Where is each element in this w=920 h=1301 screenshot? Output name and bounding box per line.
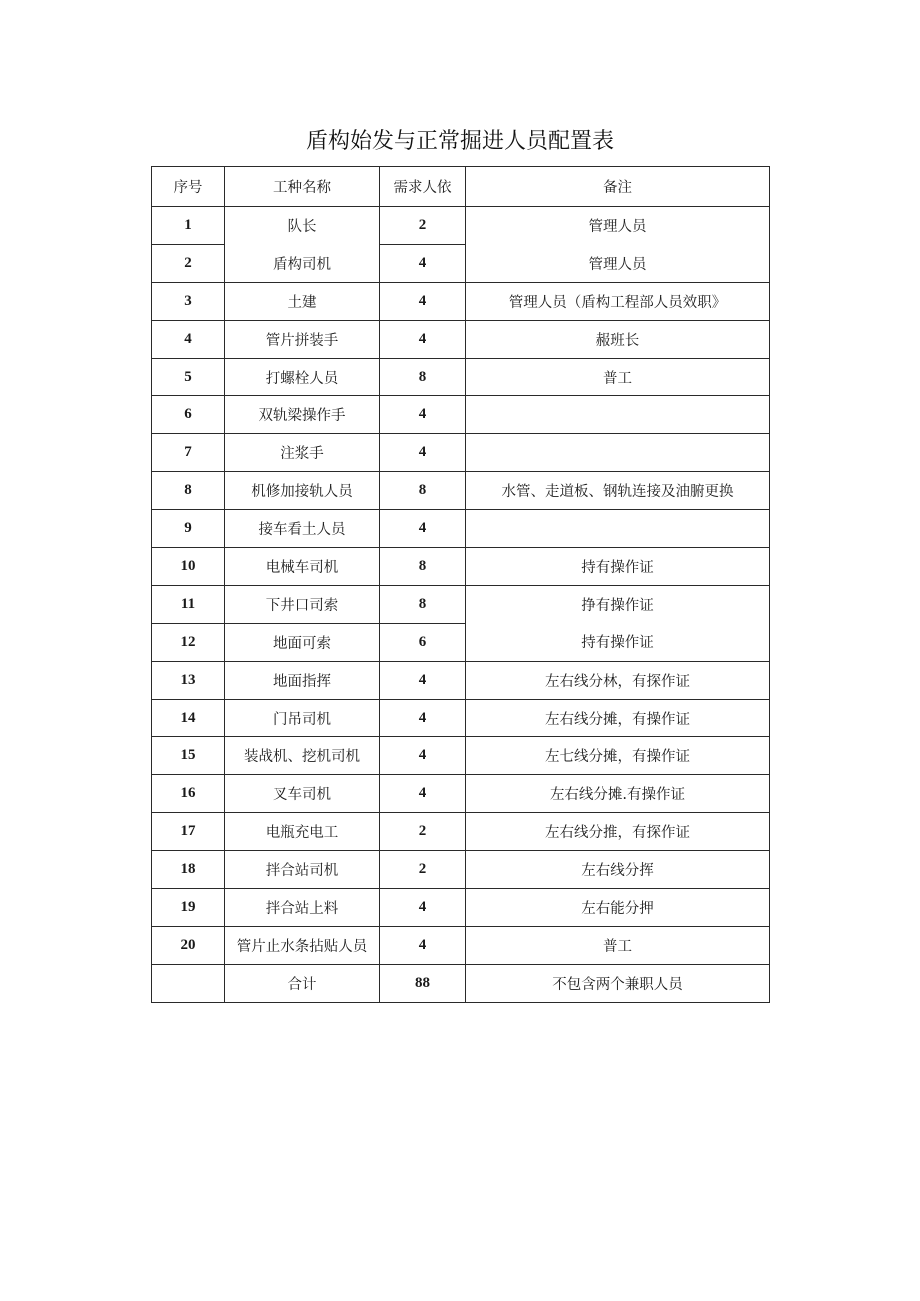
row-remark: 左右能分押 bbox=[466, 889, 770, 927]
row-count: 4 bbox=[380, 699, 466, 737]
row-count: 4 bbox=[380, 510, 466, 548]
row-count: 4 bbox=[380, 775, 466, 813]
total-remark: 不包含两个兼职人员 bbox=[466, 964, 770, 1002]
row-remark: 左右线分摊，有操作证 bbox=[466, 699, 770, 737]
row-remark: 普工 bbox=[466, 926, 770, 964]
row-remark: 左七线分摊，有操作证 bbox=[466, 737, 770, 775]
row-count: 4 bbox=[380, 244, 466, 282]
row-remark bbox=[466, 434, 770, 472]
row-job: 盾构司机 bbox=[225, 244, 380, 282]
row-count: 4 bbox=[380, 434, 466, 472]
row-seq: 8 bbox=[152, 472, 225, 510]
row-seq: 15 bbox=[152, 737, 225, 775]
table-row bbox=[152, 813, 770, 851]
row-seq: 18 bbox=[152, 851, 225, 889]
row-job: 地面可索 bbox=[225, 623, 380, 661]
header-job: 工种名称 bbox=[225, 167, 380, 207]
row-remark: 持有操作证 bbox=[466, 623, 770, 661]
row-job: 管片拼装手 bbox=[225, 320, 380, 358]
table-row bbox=[152, 775, 770, 813]
row-job: 接车看土人员 bbox=[225, 510, 380, 548]
table-row bbox=[152, 320, 770, 358]
row-job: 电械车司机 bbox=[225, 548, 380, 586]
row-seq: 4 bbox=[152, 320, 225, 358]
row-count: 4 bbox=[380, 889, 466, 927]
row-seq: 12 bbox=[152, 623, 225, 661]
row-remark bbox=[466, 396, 770, 434]
table-row bbox=[152, 510, 770, 548]
row-remark: 持有操作证 bbox=[466, 548, 770, 586]
row-count: 8 bbox=[380, 358, 466, 396]
row-seq: 2 bbox=[152, 244, 225, 282]
row-count: 4 bbox=[380, 661, 466, 699]
row-count: 8 bbox=[380, 585, 466, 623]
row-job: 下井口司索 bbox=[225, 585, 380, 623]
row-count: 4 bbox=[380, 396, 466, 434]
row-seq: 20 bbox=[152, 926, 225, 964]
row-job: 双轨梁操作手 bbox=[225, 396, 380, 434]
table-row bbox=[152, 889, 770, 927]
page-title: 盾构始发与正常掘进人员配置表 bbox=[305, 129, 614, 154]
row-seq: 6 bbox=[152, 396, 225, 434]
row-count: 8 bbox=[380, 472, 466, 510]
table-row bbox=[152, 585, 770, 623]
row-job: 队长 bbox=[225, 207, 380, 245]
row-seq: 1 bbox=[152, 207, 225, 245]
row-remark: 赧班长 bbox=[466, 320, 770, 358]
row-job: 叉车司机 bbox=[225, 775, 380, 813]
row-count: 2 bbox=[380, 851, 466, 889]
row-job: 机修加接轨人员 bbox=[225, 472, 380, 510]
row-job: 装战机、挖机司机 bbox=[225, 737, 380, 775]
table-row bbox=[152, 623, 770, 661]
row-seq: 10 bbox=[152, 548, 225, 586]
row-count: 8 bbox=[380, 548, 466, 586]
total-label: 合计 bbox=[225, 964, 380, 1002]
row-seq: 17 bbox=[152, 813, 225, 851]
row-seq: 3 bbox=[152, 282, 225, 320]
row-remark: 左右线分林，有探作证 bbox=[466, 661, 770, 699]
staff-allocation-table bbox=[151, 166, 770, 1003]
table-row bbox=[152, 472, 770, 510]
table-row bbox=[152, 358, 770, 396]
row-count: 4 bbox=[380, 282, 466, 320]
row-remark: 管理人员（盾构工程部人员效职》 bbox=[466, 282, 770, 320]
row-job: 拌合站上料 bbox=[225, 889, 380, 927]
table-row bbox=[152, 207, 770, 245]
row-seq: 7 bbox=[152, 434, 225, 472]
row-seq: 16 bbox=[152, 775, 225, 813]
header-seq: 序号 bbox=[152, 167, 225, 207]
total-seq bbox=[152, 964, 225, 1002]
table-total-row bbox=[152, 964, 770, 1002]
row-seq: 19 bbox=[152, 889, 225, 927]
row-count: 4 bbox=[380, 320, 466, 358]
table-row bbox=[152, 282, 770, 320]
row-remark bbox=[466, 510, 770, 548]
row-job: 打螺栓人员 bbox=[225, 358, 380, 396]
table-row bbox=[152, 396, 770, 434]
row-remark: 左右线分推，有探作证 bbox=[466, 813, 770, 851]
row-job: 地面指挥 bbox=[225, 661, 380, 699]
row-seq: 5 bbox=[152, 358, 225, 396]
row-job: 拌合站司机 bbox=[225, 851, 380, 889]
row-job: 土建 bbox=[225, 282, 380, 320]
row-count: 4 bbox=[380, 926, 466, 964]
header-count: 需求人依 bbox=[380, 167, 466, 207]
row-count: 4 bbox=[380, 737, 466, 775]
table-row bbox=[152, 699, 770, 737]
row-job: 注浆手 bbox=[225, 434, 380, 472]
row-count: 2 bbox=[380, 813, 466, 851]
row-remark: 左右线分摊.有操作证 bbox=[466, 775, 770, 813]
row-seq: 9 bbox=[152, 510, 225, 548]
table-row bbox=[152, 661, 770, 699]
row-remark: 左右线分挥 bbox=[466, 851, 770, 889]
row-count: 6 bbox=[380, 623, 466, 661]
row-remark: 管理人员 bbox=[466, 207, 770, 245]
row-remark: 管理人员 bbox=[466, 244, 770, 282]
table-row bbox=[152, 548, 770, 586]
row-count: 2 bbox=[380, 207, 466, 245]
total-count: 88 bbox=[380, 964, 466, 1002]
header-remark: 备注 bbox=[466, 167, 770, 207]
row-job: 电瓶充电工 bbox=[225, 813, 380, 851]
row-remark: 水管、走道板、钢轨连接及油腑更换 bbox=[466, 472, 770, 510]
table-row bbox=[152, 434, 770, 472]
row-seq: 13 bbox=[152, 661, 225, 699]
table-row bbox=[152, 926, 770, 964]
table-row bbox=[152, 851, 770, 889]
table-row bbox=[152, 244, 770, 282]
table-header-row bbox=[152, 167, 770, 207]
row-seq: 14 bbox=[152, 699, 225, 737]
row-job: 管片止水条拈贴人员 bbox=[225, 926, 380, 964]
row-job: 门吊司机 bbox=[225, 699, 380, 737]
row-remark: 普工 bbox=[466, 358, 770, 396]
table-row bbox=[152, 737, 770, 775]
row-remark: 挣有操作证 bbox=[466, 585, 770, 623]
row-seq: 11 bbox=[152, 585, 225, 623]
